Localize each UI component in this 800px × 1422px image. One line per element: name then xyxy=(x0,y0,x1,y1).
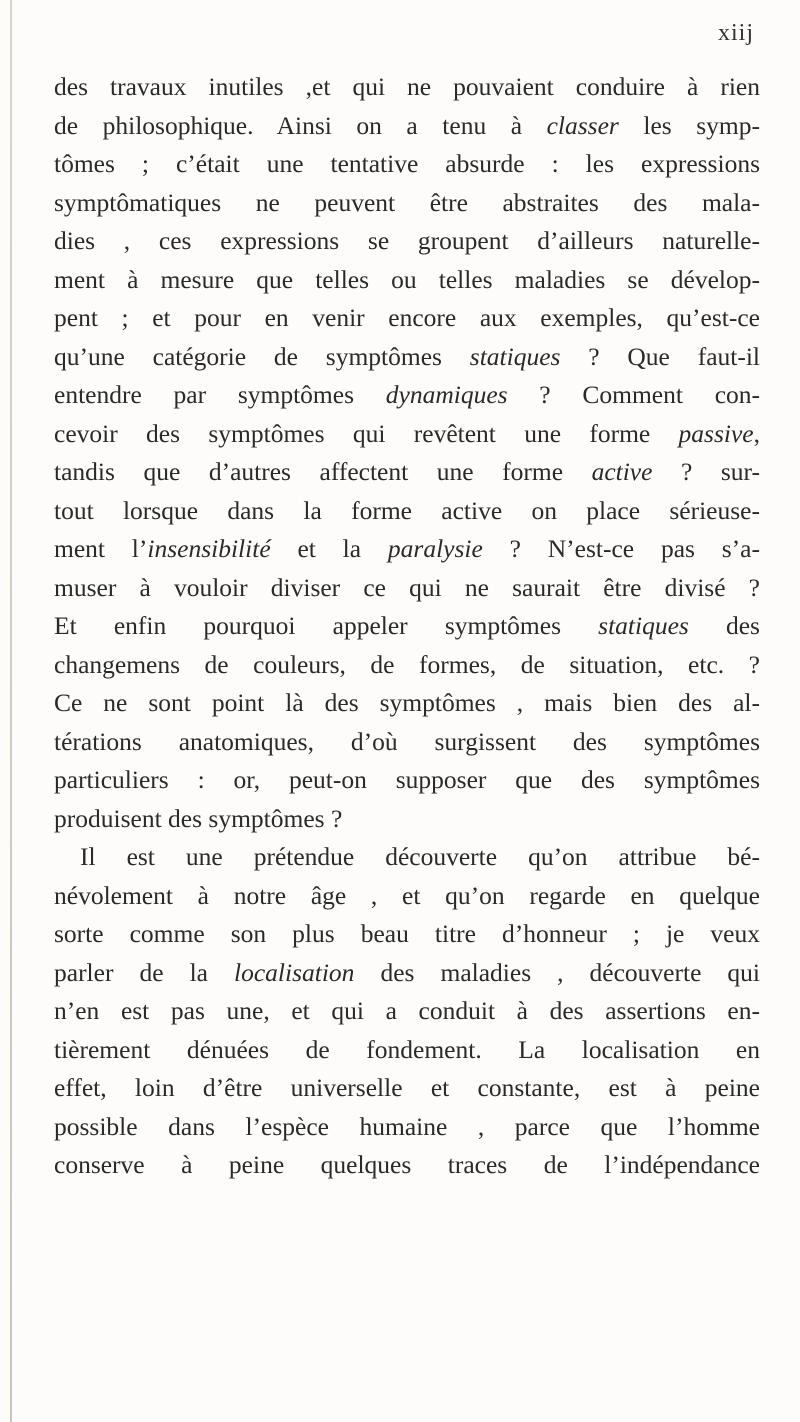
text-run: sorte comme son plus beau titre d’honneur ; je veux xyxy=(54,919,760,948)
text-run: et la xyxy=(270,534,388,563)
text-run: symptômatiques ne peuvent être abstraites des mala- xyxy=(54,187,760,217)
text-line xyxy=(54,1146,760,1185)
text-run: qu’une catégorie de symptômes xyxy=(54,341,470,371)
text-line xyxy=(54,607,760,646)
text-run: ? N’est-ce pas s’a- xyxy=(482,534,760,563)
text-line xyxy=(54,1031,760,1070)
text-line xyxy=(54,415,760,454)
text-line xyxy=(54,68,760,107)
text-line xyxy=(54,145,760,184)
italic-term: insensibilité xyxy=(147,534,271,563)
text-run: les symp- xyxy=(618,110,760,140)
text-run: n’en est pas une, et qui a conduit à des assertions en- xyxy=(54,996,760,1025)
text-run: pent ; et pour en venir encore aux exemples, qu’est-ce xyxy=(54,303,760,332)
text-run: cevoir des symptômes qui revêtent une forme xyxy=(54,418,679,448)
text-run: effet, loin d’être universelle et constante, est à peine xyxy=(54,1073,760,1102)
page-edge xyxy=(10,0,12,1422)
text-line xyxy=(54,838,760,877)
text-run: de philosophique. Ainsi on a tenu à xyxy=(54,110,547,140)
italic-term: dynamiques xyxy=(385,380,508,409)
text-run: conserve à peine quelques traces de l’indépendance xyxy=(54,1150,760,1179)
text-line xyxy=(54,877,760,916)
text-line xyxy=(54,107,760,146)
text-line xyxy=(54,299,760,338)
text-run: , xyxy=(753,418,760,448)
body-text xyxy=(54,68,760,1185)
text-run: ment à mesure que telles ou telles maladies se dévelop- xyxy=(54,264,760,294)
text-line xyxy=(54,800,760,839)
text-line xyxy=(54,915,760,954)
text-line xyxy=(54,761,760,800)
text-run: particuliers : or, peut-on supposer que des symptômes xyxy=(54,765,760,794)
text-line xyxy=(54,1108,760,1147)
text-line xyxy=(54,338,760,377)
text-run: Ce ne sont point là des symptômes , mais bien des al- xyxy=(54,688,760,717)
text-run: entendre par symptômes xyxy=(54,380,386,409)
italic-term: statiques xyxy=(598,611,689,640)
text-run: ? sur- xyxy=(652,457,760,486)
text-run: térations anatomiques, d’où surgissent des symptômes xyxy=(54,726,760,756)
text-line xyxy=(54,184,760,223)
text-run: Il est une prétendue découverte qu’on attribue bé- xyxy=(80,842,760,871)
text-line xyxy=(54,569,760,608)
text-line xyxy=(54,261,760,300)
text-run: tout lorsque dans la forme active on place sérieuse- xyxy=(54,495,760,525)
page-number: xiij xyxy=(717,20,754,46)
text-run: tièrement dénuées de fondement. La localisation en xyxy=(54,1034,760,1064)
text-run: tandis que d’autres affectent une forme xyxy=(54,457,592,486)
italic-term: localisation xyxy=(234,957,355,987)
text-run: ? Que faut-il xyxy=(560,341,761,371)
text-line xyxy=(54,954,760,993)
text-run: tômes ; c’était une tentative absurde : les expressions xyxy=(54,149,760,178)
italic-term: classer xyxy=(546,110,619,140)
text-run: dies , ces expressions se groupent d’ailleurs naturelle- xyxy=(54,226,760,255)
text-run: Et enfin pourquoi appeler symptômes xyxy=(54,611,599,640)
text-run: des travaux inutiles ,et qui ne pouvaient conduire à rien xyxy=(54,72,760,101)
text-run: possible dans l’espèce humaine , parce que l’homme xyxy=(54,1111,760,1141)
italic-term: statiques xyxy=(469,341,561,371)
text-run: ment l’ xyxy=(54,534,148,563)
text-run: des xyxy=(688,611,760,640)
text-run: ? Comment con- xyxy=(507,380,760,409)
italic-term: passive xyxy=(678,418,754,448)
text-run: changemens de couleurs, de formes, de situation, etc. ? xyxy=(54,649,760,679)
text-line xyxy=(54,453,760,492)
italic-term: paralysie xyxy=(387,534,483,563)
text-line xyxy=(54,646,760,685)
text-run: des maladies , découverte qui xyxy=(354,957,760,987)
italic-term: active xyxy=(591,457,653,486)
text-line xyxy=(54,1069,760,1108)
text-line xyxy=(54,992,760,1031)
text-run: produisent des symptômes ? xyxy=(54,803,343,833)
text-run: muser à vouloir diviser ce qui ne saurait être divisé ? xyxy=(54,572,760,602)
text-line xyxy=(54,684,760,723)
text-line xyxy=(54,723,760,762)
text-line xyxy=(54,376,760,415)
text-run: névolement à notre âge , et qu’on regarde en quelque xyxy=(54,880,760,910)
text-line xyxy=(54,492,760,531)
text-line xyxy=(54,530,760,569)
text-run: parler de la xyxy=(54,957,235,987)
text-line xyxy=(54,222,760,261)
